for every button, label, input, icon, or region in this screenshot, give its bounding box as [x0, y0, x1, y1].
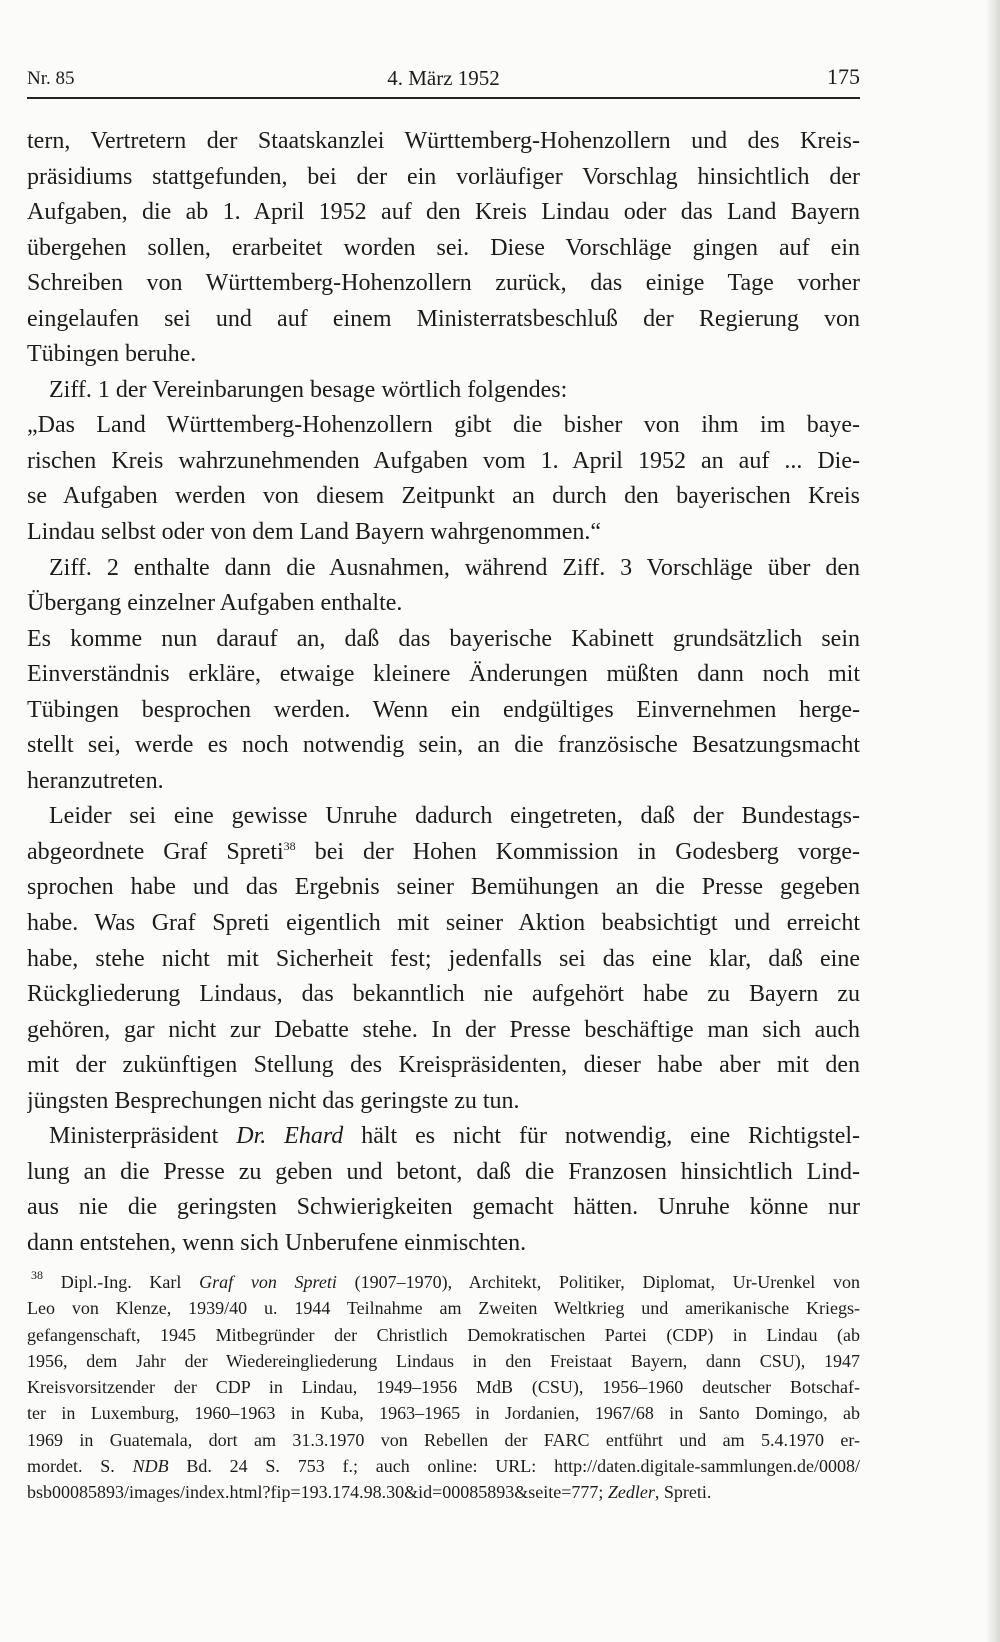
text-line: Schreiben von Württemberg-Hohenzollern zurück, das einige Tage vorher	[27, 270, 860, 297]
text-fragment: mordet. S.	[27, 1456, 133, 1477]
text-line: aus nie die geringsten Schwierigkeiten gemacht hätten. Unruhe könne nur	[27, 1194, 860, 1221]
footnote-line: Kreisvorsitzender der CDP in Lindau, 1949–1956 MdB (CSU), 1956–1960 deutscher Botschaf-	[27, 1377, 860, 1398]
text-line: dann entstehen, wenn sich Unberufene einmischten.	[27, 1229, 527, 1256]
person-name-italic: Graf von Spreti	[199, 1272, 337, 1292]
text-line: mit der zukünftigen Stellung des Kreispräsidenten, dieser habe aber mit den	[27, 1052, 860, 1079]
text-line: gehören, gar nicht zur Debatte stehe. In der Presse beschäftige man sich auch	[27, 1016, 860, 1043]
text-line: Lindau selbst oder von dem Land Bayern wahrgenommen.“	[27, 519, 602, 546]
footnote-line: ter in Luxemburg, 1960–1963 in Kuba, 1963–1965 in Jordanien, 1967/68 in Santo Domingo, ab	[27, 1403, 860, 1424]
reference-italic: Zedler	[607, 1482, 655, 1503]
text-line: Einverständnis erkläre, etwaige kleinere Änderungen müßten dann noch mit	[27, 661, 860, 688]
header-rule	[27, 97, 860, 99]
running-head	[27, 64, 860, 94]
footnote-line: 1956, dem Jahr der Wiedereingliederung Lindaus in den Freistaat Bayern, dann CSU), 1947	[27, 1350, 860, 1371]
footnote-reference: 38	[283, 838, 296, 853]
body-text	[27, 124, 860, 1262]
text-line: Ziff. 1 der Vereinbarungen besage wörtlich folgendes:	[49, 376, 568, 403]
footnote-line: gefangenschaft, 1945 Mitbegründer der Christlich Demokratischen Partei (CDP) in Lindau (ab	[27, 1324, 860, 1345]
text-line: tern, Vertretern der Staatskanzlei Württemberg-Hohenzollern und des Kreis-	[27, 128, 860, 154]
reference-italic: NDB	[132, 1456, 169, 1477]
footnote-line	[27, 1479, 860, 1505]
text-line: rischen Kreis wahrzunehmenden Aufgaben vom 1. April 1952 an auf ... Die-	[27, 447, 860, 474]
text-fragment: abgeordnete Graf Spreti	[27, 838, 284, 865]
text-fragment: Dipl.-Ing. Karl	[43, 1272, 200, 1292]
text-line: stellt sei, werde es noch notwendig sein, an die französische Besatzungsmacht	[27, 732, 860, 759]
text-line: habe. Was Graf Spreti eigentlich mit seiner Aktion beabsichtigt und erreicht	[27, 910, 860, 937]
text-fragment: hält es nicht für notwendig, eine Richtigstel-	[343, 1123, 860, 1150]
footnote-line	[27, 1269, 860, 1295]
text-line: Ziff. 2 enthalte dann die Ausnahmen, während Ziff. 3 Vorschläge über den	[49, 554, 860, 581]
text-line: jüngsten Besprechungen nicht das geringste zu tun.	[27, 1087, 520, 1114]
person-name-italic: Dr. Ehard	[236, 1123, 344, 1150]
text-line: „Das Land Württemberg-Hohenzollern gibt die bisher von ihm im baye-	[27, 412, 860, 439]
page-number: 175	[827, 64, 860, 89]
text-line: Übergang einzelner Aufgaben enthalte.	[27, 590, 403, 617]
text-line: lung an die Presse zu geben und betont, daß die Franzosen hinsichtlich Lind-	[27, 1158, 860, 1185]
page-edge-shadow	[986, 0, 1000, 1642]
text-fragment: Bd. 24 S. 753 f.; auch online: URL: http://daten.digitale-sammlungen.de/0008/	[168, 1456, 860, 1477]
document-number: Nr. 85	[27, 68, 75, 89]
text-line: Tübingen beruhe.	[27, 341, 197, 368]
text-line: Tübingen besprochen werden. Wenn ein endgültiges Einvernehmen herge-	[27, 696, 860, 723]
document-date: 4. März 1952	[387, 66, 500, 90]
footnote-line	[27, 1453, 860, 1479]
text-fragment: (1907–1970), Architekt, Politiker, Diplomat, Ur-Urenkel von	[336, 1272, 860, 1292]
text-line: eingelaufen sei und auf einem Ministerratsbeschluß der Regierung von	[27, 305, 860, 332]
text-line: übergehen sollen, erarbeitet worden sei. Diese Vorschläge gingen auf ein	[27, 234, 860, 261]
text-line: habe, stehe nicht mit Sicherheit fest; jedenfalls sei das eine klar, daß eine	[27, 945, 860, 972]
text-fragment: bsb00085893/images/index.html?fip=193.174.98.30&id=00085893&seite=777;	[27, 1482, 608, 1503]
text-line: Rückgliederung Lindaus, das bekanntlich nie aufgehört habe zu Bayern zu	[27, 981, 860, 1008]
text-fragment: bei der Hohen Kommission in Godesberg vorge-	[295, 838, 860, 865]
text-line: se Aufgaben werden von diesem Zeitpunkt an durch den bayerischen Kreis	[27, 483, 860, 510]
text-line: heranzutreten.	[27, 767, 164, 794]
footnote-line: Leo von Klenze, 1939/40 u. 1944 Teilnahme am Zweiten Weltkrieg und amerikanische Kriegs-	[27, 1298, 860, 1319]
text-line: Es komme nun darauf an, daß das bayerische Kabinett grundsätzlich sein	[27, 625, 860, 652]
text-line: sprochen habe und das Ergebnis seiner Bemühungen an die Presse gegeben	[27, 874, 860, 901]
text-line: Leider sei eine gewisse Unruhe dadurch eingetreten, daß der Bundestags-	[49, 803, 860, 830]
text-fragment: Ministerpräsident	[49, 1123, 219, 1150]
text-line	[27, 1119, 860, 1155]
text-line	[27, 835, 860, 871]
footnotes	[27, 1269, 860, 1506]
text-line: präsidiums stattgefunden, bei der ein vorläufiger Vorschlag hinsichtlich der	[27, 163, 860, 190]
footnote-line: 1969 in Guatemala, dort am 31.3.1970 von Rebellen der FARC entführt und am 5.4.1970 er-	[27, 1429, 860, 1450]
footnote-number: 38	[31, 1269, 43, 1282]
text-line: Aufgaben, die ab 1. April 1952 auf den Kreis Lindau oder das Land Bayern	[27, 199, 860, 226]
text-fragment: , Spreti.	[654, 1482, 712, 1503]
